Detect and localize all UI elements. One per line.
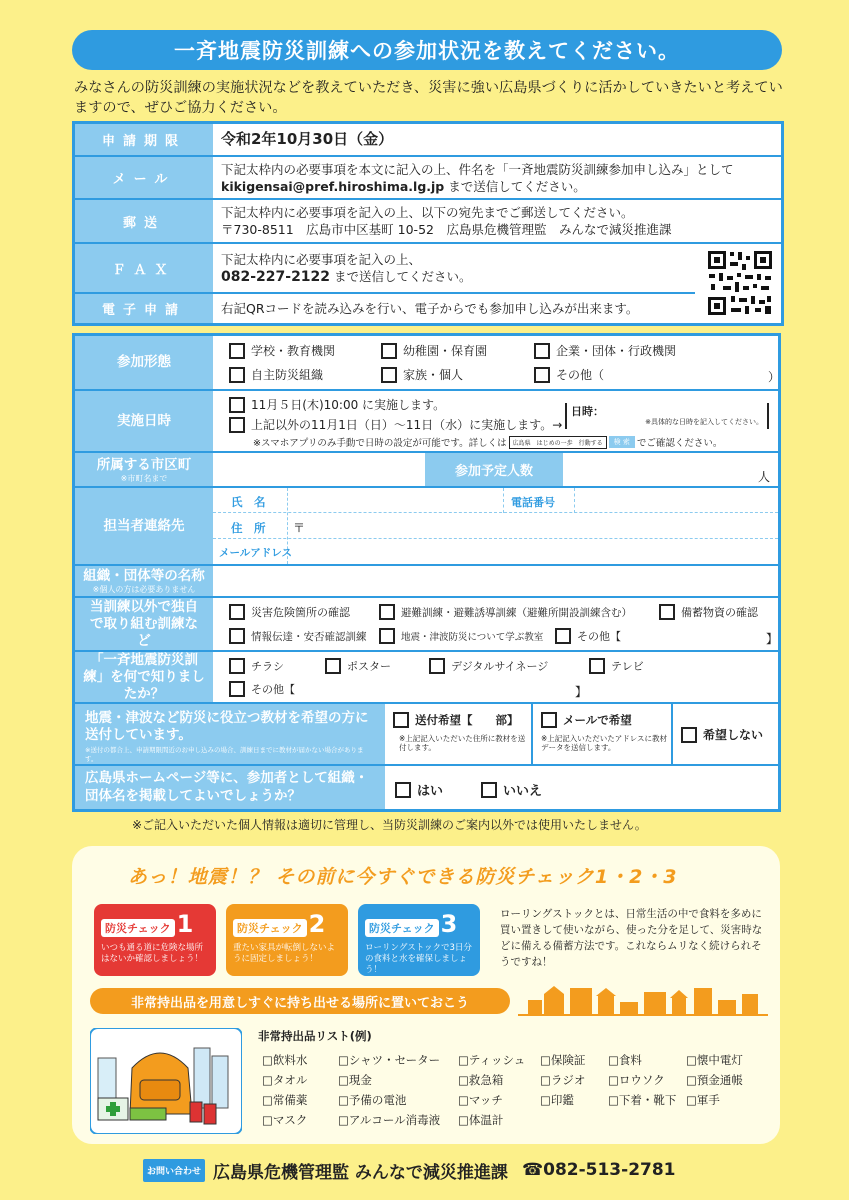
other-else-close: 】 xyxy=(766,632,779,646)
source-poster-checkbox[interactable]: ポスター xyxy=(325,658,391,674)
list-item: □ラジオ xyxy=(540,1073,586,1087)
date-nov5-checkbox[interactable]: 11月５日(木)10:00 に実施します。 xyxy=(229,396,445,413)
list-item: □懐中電灯 xyxy=(686,1053,743,1067)
list-item: □ティッシュ xyxy=(458,1053,526,1067)
source-other-close: 】 xyxy=(575,685,588,699)
org-field[interactable] xyxy=(213,566,778,596)
date-note: ※スマホアプリのみ手動で日時の設定が可能です。詳しくは 広島県 はじめの一歩 行動する 検 索 でご確認ください。 xyxy=(253,435,722,449)
mail-instructions: 下記太枠内の必要事項を本文に記入の上、件名を「一斉地震防災訓練参加申し込み」として xyxy=(221,161,734,177)
type-kindergarten-checkbox[interactable]: 幼稚園・保育園 xyxy=(381,342,487,359)
address-label: 住 所 xyxy=(231,521,266,535)
other-evacuation-checkbox[interactable]: 避難訓練・避難誘導訓練（避難所開設訓練含む） xyxy=(379,604,632,620)
check-headline: あっ！地震！？ その前に今すぐできる防災チェック1・2・3 xyxy=(128,866,678,888)
material-post-note: ※上記記入いただいた住所に教材を送付します。 xyxy=(399,734,526,752)
check-card-2: 防災チェック 2 重たい家具が転倒しないように固定しましょう！ xyxy=(226,904,348,976)
fax-instructions: 下記太枠内に必要事項を記入の上、 xyxy=(221,251,422,267)
deadline-value: 令和2年10月30日（金） xyxy=(221,130,394,148)
material-mail-checkbox[interactable]: メールで希望 xyxy=(541,712,632,728)
name-label: 氏 名 xyxy=(231,495,266,509)
other-else-checkbox[interactable]: その他【 xyxy=(555,628,621,644)
city-label: 所属する市区町 ※市町名まで xyxy=(75,453,213,486)
contact-label: 担当者連絡先 xyxy=(75,488,213,564)
email-field[interactable] xyxy=(289,540,775,562)
list-item: □救急箱 xyxy=(458,1073,504,1087)
list-item: □現金 xyxy=(338,1073,372,1087)
registration-form xyxy=(72,333,781,812)
type-label: 参加形態 xyxy=(75,336,213,389)
publish-no-checkbox[interactable]: いいえ xyxy=(481,780,542,799)
supplies-list xyxy=(258,1048,758,1136)
list-item: □印鑑 xyxy=(540,1093,574,1107)
qr-code[interactable] xyxy=(705,248,775,318)
material-label: 地震・津波など防災に役立つ教材を希望の方に送付しています。 ※送付の都合上、申請期限間近のお申し込みの場合、訓練日までに教材が届かない場合があります。 xyxy=(75,704,385,764)
bosai-check-panel xyxy=(72,846,780,1144)
list-item: □シャツ・セーター xyxy=(338,1053,441,1067)
post-label: 郵送 xyxy=(75,200,213,242)
list-item: □食料 xyxy=(608,1053,642,1067)
page-title: 一斉地震防災訓練への参加状況を教えてください。 xyxy=(72,30,782,70)
date-other-checkbox[interactable]: 上記以外の11月1日（日）～11日（水）に実施します。→ xyxy=(229,416,562,433)
type-other-close: ） xyxy=(768,370,781,384)
town-illustration xyxy=(518,978,768,1016)
online-label: 電子申請 xyxy=(75,294,213,323)
people-unit: 人 xyxy=(757,470,770,484)
fax-number: 082-227-2122 xyxy=(221,268,331,285)
material-none-checkbox[interactable]: 希望しない xyxy=(681,726,763,743)
city-field[interactable] xyxy=(213,453,425,486)
list-item: □体温計 xyxy=(458,1113,504,1127)
footer xyxy=(143,1155,676,1185)
mail-label: メール xyxy=(75,157,213,198)
source-signage-checkbox[interactable]: デジタルサイネージ xyxy=(429,658,548,674)
other-stockpile-checkbox[interactable]: 備蓄物資の確認 xyxy=(659,604,758,620)
application-table xyxy=(72,121,784,326)
material-mail-note: ※上記記入いただいたアドレスに教材データを送信します。 xyxy=(541,734,668,752)
search-button[interactable]: 検 索 xyxy=(609,436,635,448)
source-label: 「一斉地震防災訓練」を何で知りましたか？ xyxy=(75,652,213,702)
list-item: □保険証 xyxy=(540,1053,586,1067)
rolling-stock-text: ローリングストックとは、日常生活の中で食料を多めに買い置きして使いながら、使った分を足して、災害時などに備える備蓄方法です。これならムリなく続けられそうですね！ xyxy=(500,908,763,968)
fax-label: ＦＡＸ xyxy=(75,244,213,292)
list-item: □マッチ xyxy=(458,1093,503,1107)
list-item: □予備の電池 xyxy=(338,1093,407,1107)
post-instructions: 下記太枠内に必要事項を記入の上、以下の宛先までご郵送してください。 xyxy=(221,205,634,220)
supplies-list-title: 非常持出品リスト(例) xyxy=(258,1029,372,1043)
type-other-checkbox[interactable]: その他（ xyxy=(534,366,604,383)
list-item: □ロウソク xyxy=(608,1073,665,1087)
list-item: □飲料水 xyxy=(262,1053,308,1067)
list-item: □タオル xyxy=(262,1073,308,1087)
source-other-checkbox[interactable]: その他【 xyxy=(229,681,295,697)
name-field[interactable] xyxy=(289,489,501,512)
supplies-illustration xyxy=(90,1028,242,1134)
people-field[interactable] xyxy=(563,453,778,486)
deadline-label: 申請期限 xyxy=(75,124,213,155)
online-text: 右記QRコードを読み込みを行い、電子からでも参加申し込みが出来ます。 xyxy=(221,301,639,316)
date-time-field[interactable]: 日時： ※具体的な日時を記入してください。 xyxy=(565,403,769,429)
intro-text: みなさんの防災訓練の実施状況などを教えていただき、災害に強い広島県づくりに活かしていきたいと考えていますので、ぜひご協力ください。 xyxy=(74,80,783,116)
other-training-label: 当訓練以外で独自で取り組む訓練など xyxy=(75,598,213,650)
list-item: □下着・靴下 xyxy=(608,1093,677,1107)
list-item: □マスク xyxy=(262,1113,308,1127)
privacy-note: ※ご記入いただいた個人情報は適切に管理し、当防災訓練のご案内以外では使用いたしません。 xyxy=(132,818,647,832)
mail-address[interactable]: kikigensai@pref.hiroshima.lg.jp xyxy=(221,178,445,194)
publish-label: 広島県ホームページ等に、参加者として組織・団体名を掲載してよいでしょうか？ xyxy=(75,766,385,809)
material-post-checkbox[interactable]: 送付希望【 部】 xyxy=(393,712,519,728)
type-family-checkbox[interactable]: 家族・個人 xyxy=(381,366,463,383)
phone-field[interactable] xyxy=(577,489,775,512)
list-item: □軍手 xyxy=(686,1093,720,1107)
org-label: 組織・団体等の名称 ※個人の方は必要ありません xyxy=(75,566,213,596)
source-flyer-checkbox[interactable]: チラシ xyxy=(229,658,284,674)
type-company-checkbox[interactable]: 企業・団体・行政機関 xyxy=(534,342,676,359)
mail-send-text: まで送信してください。 xyxy=(448,178,586,194)
post-address: 〒730-8511 広島市中区基町 10-52 広島県危機管理監 みんなで減災推進課 xyxy=(221,222,672,237)
publish-yes-checkbox[interactable]: はい xyxy=(395,780,443,799)
list-item: □常備薬 xyxy=(262,1093,308,1107)
app-name-box: 広島県 はじめの一歩 行動する xyxy=(509,436,607,449)
check-card-3: 防災チェック 3 ローリングストックで3日分の食料と水を確保しましょう！ xyxy=(358,904,480,976)
inquiry-badge: お問い合わせ xyxy=(143,1159,205,1182)
people-label: 参加予定人数 xyxy=(425,453,563,486)
type-community-checkbox[interactable]: 自主防災組織 xyxy=(229,366,323,383)
other-class-checkbox[interactable]: 地震・津波防災について学ぶ教室 xyxy=(379,628,543,644)
list-item: □アルコール消毒液 xyxy=(338,1113,441,1127)
source-tv-checkbox[interactable]: テレビ xyxy=(589,658,644,674)
type-school-checkbox[interactable]: 学校・教育機関 xyxy=(229,342,335,359)
date-label: 実施日時 xyxy=(75,391,213,451)
fax-send-text: まで送信してください。 xyxy=(334,268,472,284)
other-hazard-checkbox[interactable]: 災害危険箇所の確認 xyxy=(229,604,350,620)
check-card-1: 防災チェック 1 いつも通る道に危険な場所はないか確認しましょう！ xyxy=(94,904,216,976)
address-field[interactable]: 〒 xyxy=(293,521,306,535)
list-item: □預金通帳 xyxy=(686,1073,743,1087)
footer-tel[interactable]: ☎082-513-2781 xyxy=(521,1160,676,1180)
emergency-banner: 非常持出品を用意しすぐに持ち出せる場所に置いておこう xyxy=(90,988,510,1014)
phone-label: 電話番号 xyxy=(511,496,555,509)
footer-org: 広島県危機管理監 みんなで減災推進課 xyxy=(213,1162,508,1183)
email-label: メールアドレス xyxy=(219,547,292,559)
other-info-checkbox[interactable]: 情報伝達・安否確認訓練 xyxy=(229,628,367,644)
